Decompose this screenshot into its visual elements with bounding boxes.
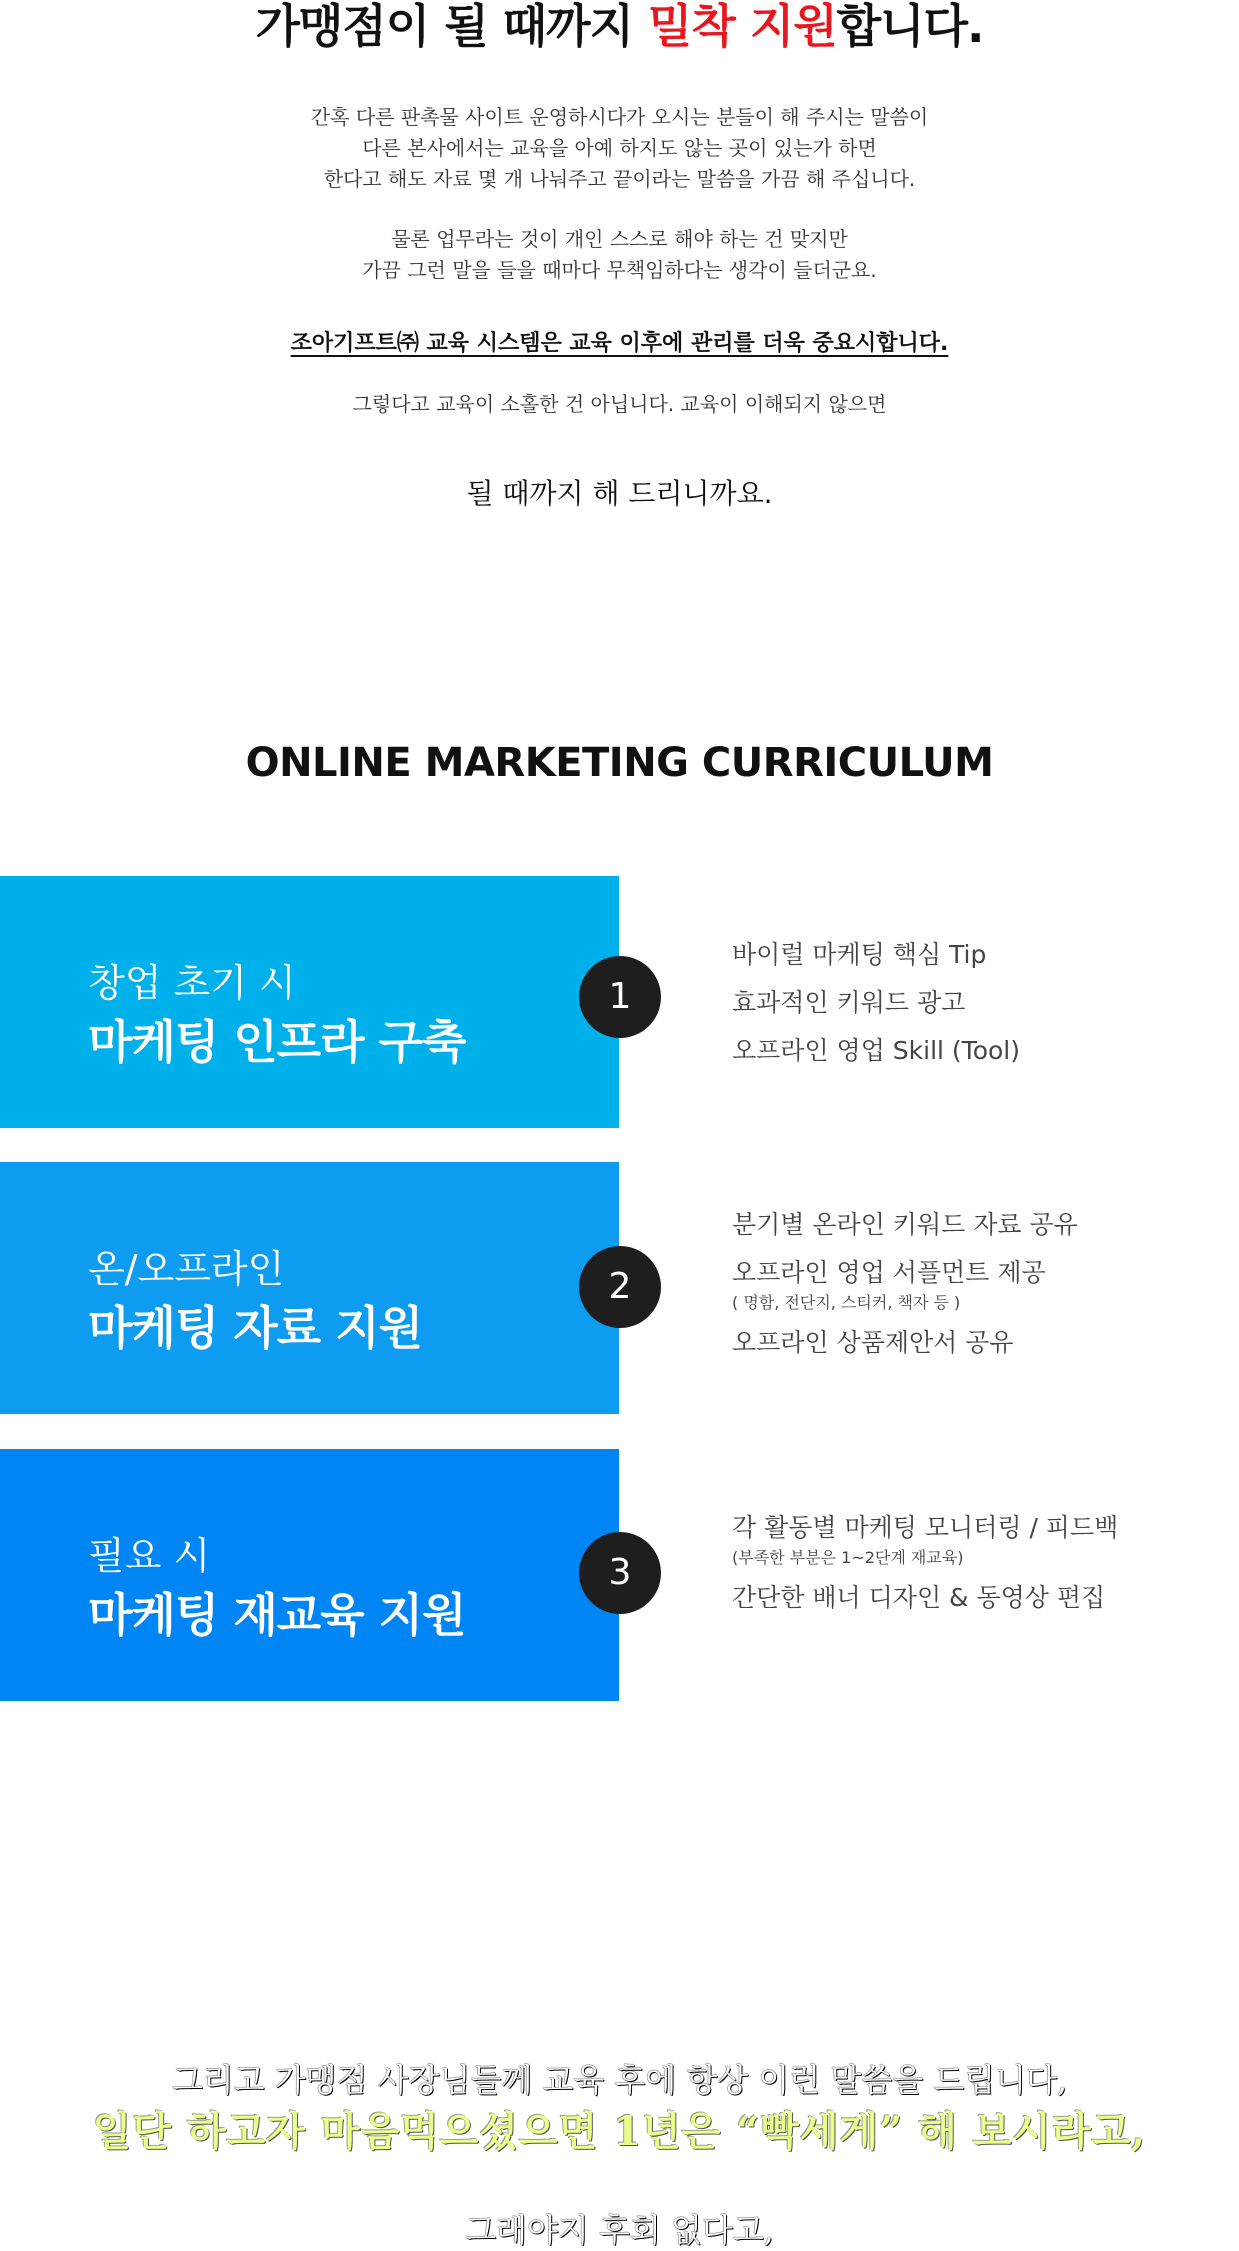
intro-paragraph-3: 그렇다고 교육이 소홀한 건 아닙니다. 교육이 이해되지 않으면 bbox=[352, 392, 887, 416]
curriculum-block-1 bbox=[0, 876, 619, 1128]
intro-emphasis: 조아기프트㈜ 교육 시스템은 교육 이후에 관리를 더욱 중요시합니다. bbox=[290, 331, 949, 356]
intro-paragraph-1 bbox=[0, 102, 1239, 195]
step-number-2: 2 bbox=[579, 1246, 661, 1328]
intro-strong-line: 될 때까지 해 드리니까요. bbox=[466, 477, 773, 510]
block-subtitle: 필요 시 bbox=[88, 1534, 211, 1578]
block-subtitle: 창업 초기 시 bbox=[88, 961, 296, 1005]
step-number-3: 3 bbox=[579, 1532, 661, 1614]
list-item: 분기별 온라인 키워드 자료 공유 bbox=[732, 1210, 1078, 1239]
block-title: 마케팅 인프라 구축 bbox=[88, 1015, 466, 1069]
intro-line: 가끔 그런 말을 들을 때마다 무책임하다는 생각이 들더군요. bbox=[362, 258, 877, 282]
list-item: 각 활동별 마케팅 모니터링 / 피드백 bbox=[732, 1513, 1119, 1542]
headline bbox=[0, 0, 1239, 52]
step-number-1: 1 bbox=[579, 956, 661, 1038]
headline-highlight: 밀착 지원 bbox=[647, 0, 837, 53]
closing-line-3: 그래야지 후회 없다고, bbox=[465, 2211, 774, 2249]
list-item: 효과적인 키워드 광고 bbox=[732, 988, 966, 1017]
list-item: 오프라인 영업 Skill (Tool) bbox=[732, 1036, 1020, 1065]
closing-line-1: 그리고 가맹점 사장님들께 교육 후에 항상 이런 말씀을 드립니다, bbox=[171, 2061, 1068, 2099]
intro-line: 물론 업무라는 것이 개인 스스로 해야 하는 건 맞지만 bbox=[391, 227, 848, 251]
list-item: 오프라인 영업 서플먼트 제공 bbox=[732, 1258, 1046, 1287]
headline-suffix: 합니다. bbox=[836, 0, 984, 53]
block-title: 마케팅 자료 지원 bbox=[88, 1301, 423, 1355]
intro-line: 간혹 다른 판촉물 사이트 운영하시다가 오시는 분들이 해 주시는 말씀이 bbox=[310, 105, 929, 129]
curriculum-title: ONLINE MARKETING CURRICULUM bbox=[245, 740, 994, 786]
block-title: 마케팅 재교육 지원 bbox=[88, 1588, 466, 1642]
intro-paragraph-2 bbox=[0, 224, 1239, 286]
intro-line: 다른 본사에서는 교육을 아예 하지도 않는 곳이 있는가 하면 bbox=[362, 136, 877, 160]
headline-prefix: 가맹점이 될 때까지 bbox=[255, 0, 648, 53]
list-item-note: ( 명함, 전단지, 스티커, 책자 등 ) bbox=[732, 1293, 961, 1312]
intro-line: 한다고 해도 자료 몇 개 나눠주고 끝이라는 말씀을 가끔 해 주십니다. bbox=[323, 167, 916, 191]
list-item: 간단한 배너 디자인 & 동영상 편집 bbox=[732, 1583, 1106, 1612]
block-subtitle: 온/오프라인 bbox=[88, 1247, 285, 1291]
list-item: 바이럴 마케팅 핵심 Tip bbox=[732, 940, 987, 969]
list-item-note: (부족한 부분은 1~2단계 재교육) bbox=[732, 1548, 964, 1567]
curriculum-block-3 bbox=[0, 1449, 619, 1701]
list-item: 오프라인 상품제안서 공유 bbox=[732, 1328, 1014, 1357]
curriculum-block-2 bbox=[0, 1162, 619, 1414]
closing-line-2: 일단 하고자 마음먹으셨으면 1년은 “빡세게” 해 보시라고, bbox=[92, 2108, 1147, 2155]
